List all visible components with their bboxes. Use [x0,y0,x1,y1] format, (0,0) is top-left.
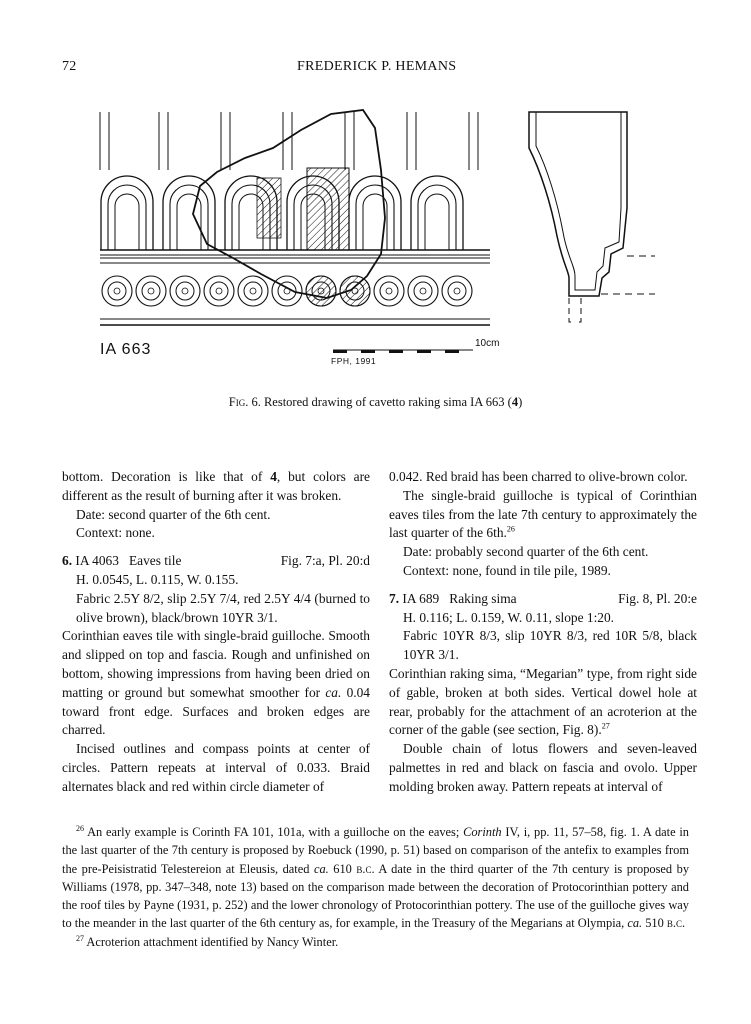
entry-figure-ref: Fig. 7:a, Pl. 20:d [280,553,370,569]
context-line: Context: none. [76,525,155,541]
sima-elevation [100,110,490,325]
paragraph: The single-braid guilloche is typical of Corinthian eaves tiles from the late 7th century to approximately the last quarter of the 6th.$^{26}$ [389,487,697,541]
footnote-27: $^{27}$ Acroterion attachment identified by Nancy Winter. [76,933,339,949]
footnote-ref: 27 [601,721,610,731]
left-column [62,468,370,797]
footnote-ref: 26 [506,524,515,534]
scale-label: 10cm [475,338,500,349]
paragraph: bottom. Decoration is like that of 4, but colors are different as the result of burning after it was broken. [62,469,370,503]
sima-profile-section [529,112,655,322]
fabric: Fabric 10YR 8/3, slip 10YR 8/3, red 10R 5/8, black 10YR 3/1. [403,628,697,663]
caption-prefix: Fig. 6. [228,395,261,409]
figure-drawing [95,108,695,378]
paragraph: Double chain of lotus flowers and seven-leaved palmettes in red and black on fascia and ovolo. Upper molding broken away. Pattern repeats at interval of [389,741,697,794]
footnotes [62,823,689,951]
figure-id-label: IA 663 [100,341,152,358]
figure-credit: FPH, 1991 [331,356,377,366]
caption-end: ) [518,395,523,409]
caption-catalog-ref: 4 [511,395,519,409]
fabric: Fabric 2.5Y 8/2, slip 2.5Y 7/4, red 2.5Y 4/4 (burned to olive brown), black/brown 10YR 3/1. [76,590,370,625]
entry-type: Raking sima [449,590,517,606]
dimensions: H. 0.116; L. 0.159, W. 0.11, slope 1:20. [403,609,615,625]
entry-inventory: IA 689 [402,590,440,606]
description: Corinthian raking sima, “Megarian” type, from right side of gable, broken at both sides. Vertical dowel hole at rear, probably for the attachment of an acroterion at the corner of the gable (see section, Fig. 8).$^{27}$ [389,665,697,738]
entry-number: 7. [389,590,400,606]
page-number: 72 [62,59,77,74]
catalog-entry-heading [62,552,370,571]
entry-number: 6. [62,553,73,569]
dimensions: H. 0.0545, L. 0.115, W. 0.155. [76,571,239,587]
entry-figure-ref: Fig. 8, Pl. 20:e [618,590,697,606]
paragraph: Incised outlines and compass points at center of circles. Pattern repeats at interval of 0.033. Braid alternates black and red within circle diameter of [62,741,370,794]
running-header-author: FREDERICK P. HEMANS [297,59,457,74]
entry-type: Eaves tile [128,553,182,569]
scale-bar [333,350,473,353]
catalog-entry-heading [389,590,697,609]
right-column [389,468,697,797]
caption-text: Restored drawing of cavetto raking sima IA 663 ( [263,395,512,409]
date-line: Date: second quarter of the 6th cent. [76,506,271,522]
context-line: Context: none, found in tile pile, 1989. [403,562,611,578]
paragraph: 0.042. Red braid has been charred to olive-brown color. [389,469,688,484]
date-line: Date: probably second quarter of the 6th cent. [403,544,649,560]
footnote-26: $^{26}$ An early example is Corinth FA 101, 101a, with a guilloche on the eaves; Corinth IV, i, pp. 11, 57–58, fig. 1. A date in the last quarter of the 7th century is proposed by Roebuck (1990, p. 51) based on comparison of the antefix to examples from the pre-Peisistratid Telestereion at Eleusis, dated ca. 610 b.c. A date in the third quarter of the 7th century is proposed by Williams (1978, pp. 347–348, note 13) based on the comparison made between the decoration of Protocorinthian pottery and the roof tiles by Payne (1931, p. 252) and the lower chronology of Protocorinthian pottery. The use of the guilloche gives way to the meander in the last quarter of the 6th century as, for example, in the Treasury of the Megarians at Olympia, ca. 510 b.c. [62,823,690,931]
description: Corinthian eaves tile with single-braid guilloche. Smooth and slipped on top and fascia. Rough and unfinished on bottom, showing impressions from having been dried on matting or ground but somewhat smoother for ca. 0.04 toward front edge. Surfaces and broken edges are charred. [62,628,371,738]
figure-caption [0,395,751,410]
entry-inventory: IA 4063 [75,553,119,569]
